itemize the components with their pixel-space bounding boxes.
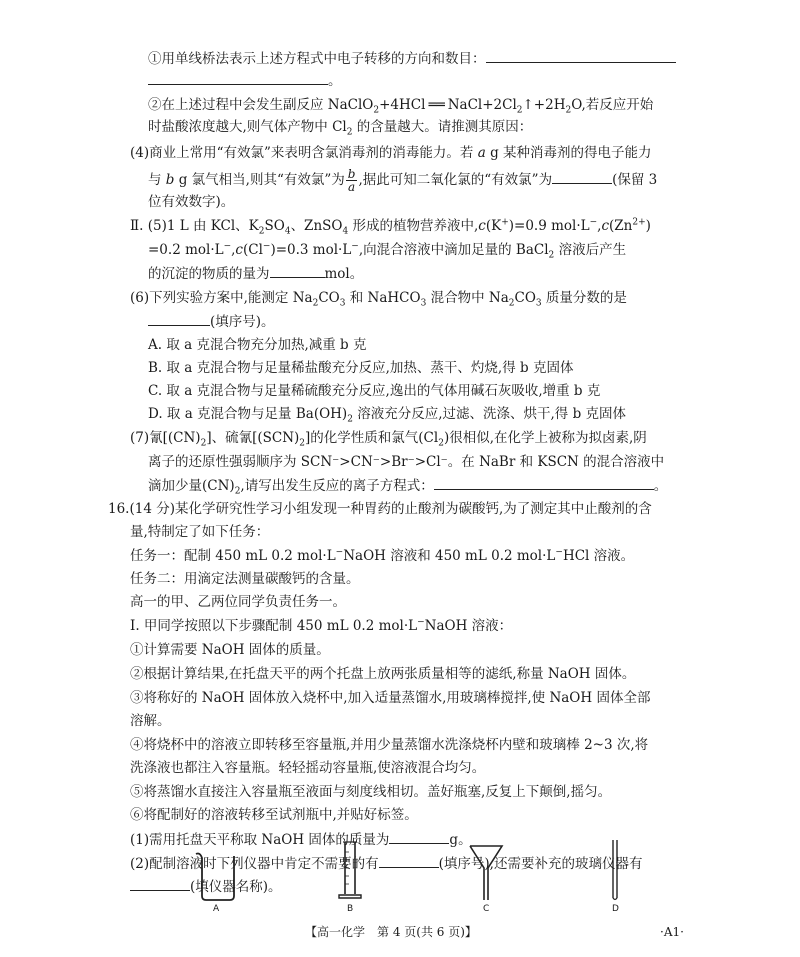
text: )很相似,在化学上被称为拟卤素,阴 [443,430,647,446]
q15-part1-line2 [148,70,342,91]
text: ②在上述过程中会发生副反应 NaClO [148,97,374,113]
text: (1)需用托盘天平称取 NaOH 固体的质量为 [130,832,390,848]
text: (4)商业上常用“有效氯”来表明含氯消毒剂的消毒能力。若 [130,145,478,161]
text: g 氯气相当,则其“有效氯”为 [174,172,345,188]
text: 。 [653,478,668,494]
text: Ⅰ. 甲同学按照以下步骤配制 450 mL 0.2 mol·L [130,618,418,634]
step-4-line2 [130,758,485,778]
q7-line2 [148,452,664,472]
q5-line3 [148,263,363,284]
answer-blank[interactable] [379,853,439,868]
var-b: b [165,172,175,188]
q16-task2 [130,569,360,589]
text: CO [318,290,340,306]
subscript: 2 [373,105,380,116]
text: NaOH 溶液： [424,618,513,634]
text: O,若反应开始 [571,97,654,113]
q7-line3 [148,475,667,496]
text: 。 [328,73,342,89]
var-c: c [478,218,486,234]
text: ,向混合溶液中滴加足量的 BaCl [358,242,549,258]
fraction-b-over-a [346,168,358,193]
superscript: − [262,241,271,252]
text: 量,特制定了如下任务： [130,524,270,540]
q4-line3 [148,192,234,212]
text: +4HCl [379,97,426,113]
text: 任务二：用滴定法测量碳酸钙的含量。 [130,571,360,587]
text: SO [264,218,285,234]
text: ]的化学性质和氯气(Cl [305,430,439,446]
apparatus-label-c: C [483,904,490,914]
text: ①用单线桥法表示上述方程式中电子转移的方向和数目： [148,51,486,67]
beaker-icon [188,848,248,903]
option-b [148,358,573,378]
subscript: 4 [342,226,349,237]
answer-blank[interactable] [130,876,190,891]
fraction-numerator: b [347,167,356,181]
text: (Cl [242,242,263,258]
subscript: 4 [284,226,291,237]
subscript: 2 [347,414,353,425]
text: 16.(14 分)某化学研究性学习小组发现一种胃药的止酸剂为碳酸钙,为了测定其中止酸剂的含 [108,501,652,517]
page-code [660,922,684,942]
text: (填序号)。 [210,314,275,330]
text: 、ZnSO [290,218,343,234]
q16-line5 [130,592,346,612]
subscript: 2 [548,250,555,261]
text: HCl 溶液。 [562,548,635,564]
text: Ⅱ. (5)1 L 由 KCl、K [130,218,259,234]
q6-line1 [130,288,627,308]
text: ,请写出发生反应的离子方程式： [240,478,434,494]
subscript: 2 [565,105,572,116]
text: 溶液后产生 [554,242,627,258]
text: B. 取 a 克混合物与足量稀盐酸充分反应,加热、蒸干、灼烧,得 b 克固体 [148,360,574,376]
step-4-line1 [130,735,648,755]
subscript: 2 [516,105,523,116]
subscript: 2 [299,438,306,449]
text: 溶解。 [130,713,171,729]
q16-sub1 [130,829,472,850]
q15-part2-line1 [148,95,653,115]
text: A. 取 a 克混合物充分加热,减重 b 克 [148,337,367,353]
text: 洗涤液也都注入容量瓶。轻轻摇动容量瓶,使溶液混合均匀。 [130,760,486,776]
q5-line1 [130,216,651,236]
q7-line1 [130,428,647,448]
subscript: 2 [438,438,444,449]
step-1 [130,640,330,660]
var-a: a [477,145,486,161]
text: 质量分数的是 [541,290,627,306]
q4-line2 [148,168,657,193]
text: 与 [148,172,166,188]
superscript: 2+ [632,217,646,228]
text: ②根据计算结果,在托盘天平的两个托盘上放两张质量相等的滤纸,称量 NaOH 固体。 [130,666,636,682]
answer-blank[interactable] [434,475,654,490]
step-6 [130,805,418,825]
q16-part1-heading [130,616,512,636]
apparatus-label-a: A [213,904,220,914]
subscript: 2 [258,226,265,237]
text: CO [514,290,536,306]
text: g 某种消毒剂的得电子能力 [485,145,652,161]
q16-task1 [130,546,634,566]
text: ,据此可知二氧化氯的“有效氯”为 [358,172,553,188]
superscript: − [335,547,344,558]
subscript: 2 [234,486,241,497]
text: 混合物中 Na [426,290,509,306]
text: 的含量越大。请推测其原因： [352,119,533,135]
answer-blank[interactable] [148,311,210,326]
superscript: − [589,217,598,228]
text: ·A1· [660,925,684,939]
text: 滴加少量(CN) [148,478,235,494]
text: 位有效数字)。 [148,194,235,210]
text: (填序号),还需要补充的玻璃仪器有 [438,856,643,872]
text: 形成的植物营养液中, [348,218,479,234]
option-a [148,335,366,355]
step-5 [130,782,611,802]
text: (Zn [609,218,633,234]
subscript: 3 [420,298,427,309]
var-c: c [601,218,609,234]
q16-line2 [130,522,269,542]
text: 【高一化学 第 4 页(共 6 页)】 [305,925,477,939]
text: )=0.9 mol·L [508,218,590,234]
equals-sign: ══ [428,97,445,113]
superscript: − [223,241,232,252]
text: (7)氰[(CN) [130,430,201,446]
text: ③将称好的 NaOH 固体放入烧杯中,加入适量蒸馏水,用玻璃棒搅拌,使 NaOH 固体全部 [130,690,651,706]
text: ⑥将配制好的溶液转移至试剂瓶中,并贴好标签。 [130,807,418,823]
answer-blank[interactable] [389,829,449,844]
text: 的沉淀的物质的量为 [148,266,270,282]
apparatus-label-d: D [612,904,619,914]
text: , [231,242,236,258]
text: ④将烧杯中的溶液立即转移至容量瓶,并用少量蒸馏水洗涤烧杯内壁和玻璃棒 2~3 次,将 [130,737,649,753]
subscript: 3 [535,298,542,309]
step-2 [130,664,635,684]
q15-part1-line [148,48,676,69]
answer-blank[interactable] [552,169,612,184]
answer-blank[interactable] [270,263,325,278]
text: (2)配制溶液时下列仪器中肯定不需要的有 [130,856,379,872]
text: 高一的甲、乙两位同学负责任务一。 [130,594,346,610]
fraction-denominator: a [348,180,356,194]
text: NaCl+2Cl [447,97,517,113]
text: 溶液充分反应,过滤、洗涤、烘干,得 b 克固体 [352,406,627,422]
answer-blank[interactable] [148,70,328,85]
text: , [597,218,602,234]
subscript: 3 [339,298,346,309]
subscript: 2 [312,298,319,309]
text: (保留 3 [612,172,658,188]
text: 时盐酸浓度越大,则气体产物中 Cl [148,119,347,135]
superscript: + [501,217,509,228]
text: C. 取 a 克混合物与足量稀硫酸充分反应,逸出的气体用碱石灰吸收,增重 b 克 [148,383,601,399]
text: ①计算需要 NaOH 固体的质量。 [130,642,330,658]
text: NaOH 溶液和 450 mL 0.2 mol·L [343,548,556,564]
subscript: 2 [508,298,515,309]
q15-part2-line2 [148,117,532,137]
subscript: 2 [346,127,353,138]
text: 任务一：配制 450 mL 0.2 mol·L [130,548,336,564]
funnel-icon [466,842,506,904]
q5-line2 [148,240,626,260]
step-3-line1 [130,688,650,708]
apparatus-label-b: B [347,904,354,914]
text: g。 [449,832,472,848]
text: ]、硫氰[(SCN) [206,430,300,446]
glass-rod-icon [605,838,625,904]
text: (6)下列实验方案中,能测定 Na [130,290,313,306]
superscript: − [351,241,359,252]
text: =0.2 mol·L [148,242,224,258]
q16-line1 [108,499,652,519]
text: ) [645,218,651,234]
var-c: c [235,242,243,258]
page-footer [305,922,477,942]
superscript: − [417,617,425,628]
step-3-line2 [130,711,171,731]
text: (K [485,218,502,234]
q6-line2 [148,311,275,332]
answer-blank[interactable] [486,48,676,63]
text: D. 取 a 克混合物与足量 Ba(OH) [148,406,348,422]
subscript: 2 [200,438,207,449]
text: ⑤将蒸馏水直接注入容量瓶至液面与刻度线相切。盖好瓶塞,反复上下颠倒,摇匀。 [130,784,612,800]
option-d [148,404,626,424]
text: 离子的还原性强弱顺序为 SCN⁻>CN⁻>Br⁻>Cl⁻。在 NaBr 和 KSCN 的混合溶液中 [148,454,665,470]
superscript: − [555,547,563,558]
graduated-cylinder-icon [335,838,365,904]
text: )=0.3 mol·L [270,242,352,258]
q4-line1 [130,143,652,163]
option-c [148,381,600,401]
text: (填仪器名称)。 [190,879,282,895]
text: 和 NaHCO [345,290,421,306]
text: ↑+2H [522,97,566,113]
text: mol。 [324,266,364,282]
